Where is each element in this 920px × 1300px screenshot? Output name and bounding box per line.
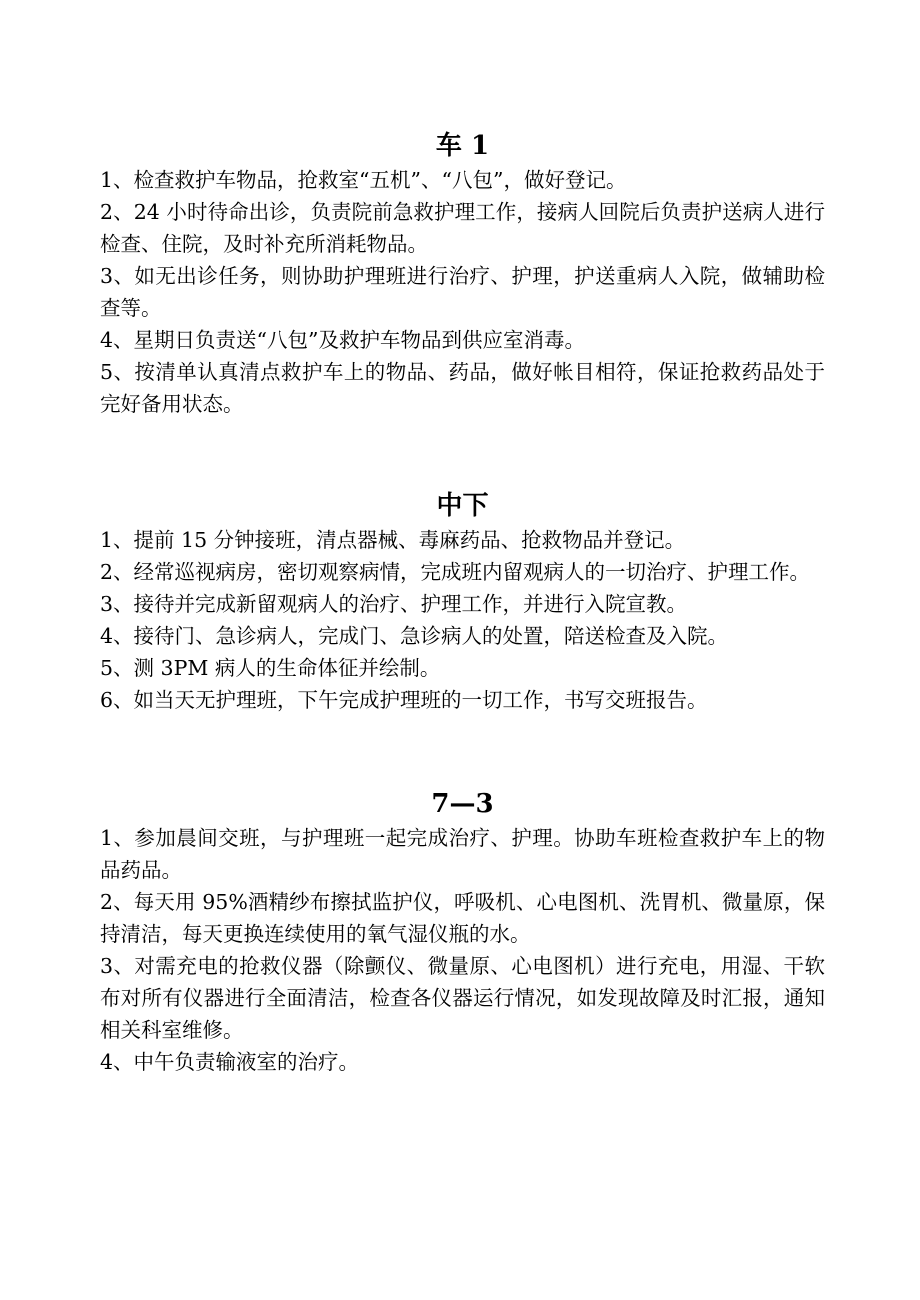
duty-list: [100, 524, 825, 716]
duty-item: 1、检查救护车物品，抢救室“五机”、“八包”，做好登记。: [100, 168, 627, 192]
duty-item: 1、参加晨间交班，与护理班一起完成治疗、护理。协助车班检查救护车上的物品药品。: [100, 826, 825, 882]
duty-item: 3、如无出诊任务，则协助护理班进行治疗、护理，护送重病人入院，做辅助检查等。: [100, 264, 825, 320]
duty-item: 5、测 3PM 病人的生命体征并绘制。: [100, 656, 441, 680]
duty-list: [100, 164, 825, 420]
duty-item: 4、星期日负责送“八包”及救护车物品到供应室消毒。: [100, 328, 586, 352]
duty-item: 4、中午负责输液室的治疗。: [100, 1050, 360, 1074]
duty-item: 2、每天用 95%酒精纱布擦拭监护仪，呼吸机、心电图机、洗胃机、微量原，保持清洁，每天更换连续使用的氧气湿仪瓶的水。: [100, 890, 825, 946]
duty-item: 4、接待门、急诊病人，完成门、急诊病人的处置，陪送检查及入院。: [100, 624, 729, 648]
duty-item: 3、接待并完成新留观病人的治疗、护理工作，并进行入院宣教。: [100, 592, 688, 616]
section-title: 中下: [436, 491, 489, 521]
duty-item: 5、按清单认真清点救护车上的物品、药品，做好帐目相符，保证抢救药品处于完好备用状态。: [100, 360, 825, 416]
section-7-3-shift: [100, 786, 825, 1078]
duty-item: 2、24 小时待命出诊，负责院前急救护理工作，接病人回院后负责护送病人进行检查、住院，及时补充所消耗物品。: [100, 200, 825, 256]
duty-item: 3、对需充电的抢救仪器（除颤仪、微量原、心电图机）进行充电，用湿、干软布对所有仪器进行全面清洁，检查各仪器运行情况，如发现故障及时汇报，通知相关科室维修。: [100, 954, 825, 1042]
duty-item: 2、经常巡视病房，密切观察病情，完成班内留观病人的一切治疗、护理工作。: [100, 560, 811, 584]
duty-list: [100, 822, 825, 1078]
duty-item: 1、提前 15 分钟接班，清点器械、毒麻药品、抢救物品并登记。: [100, 528, 686, 552]
section-title: 7—3: [431, 789, 494, 819]
section-title: 车 1: [435, 131, 490, 161]
duty-item: 6、如当天无护理班，下午完成护理班的一切工作，书写交班报告。: [100, 688, 708, 712]
document-page: [100, 128, 825, 1078]
section-middle-shift: [100, 488, 825, 716]
section-car-1: [100, 128, 825, 420]
